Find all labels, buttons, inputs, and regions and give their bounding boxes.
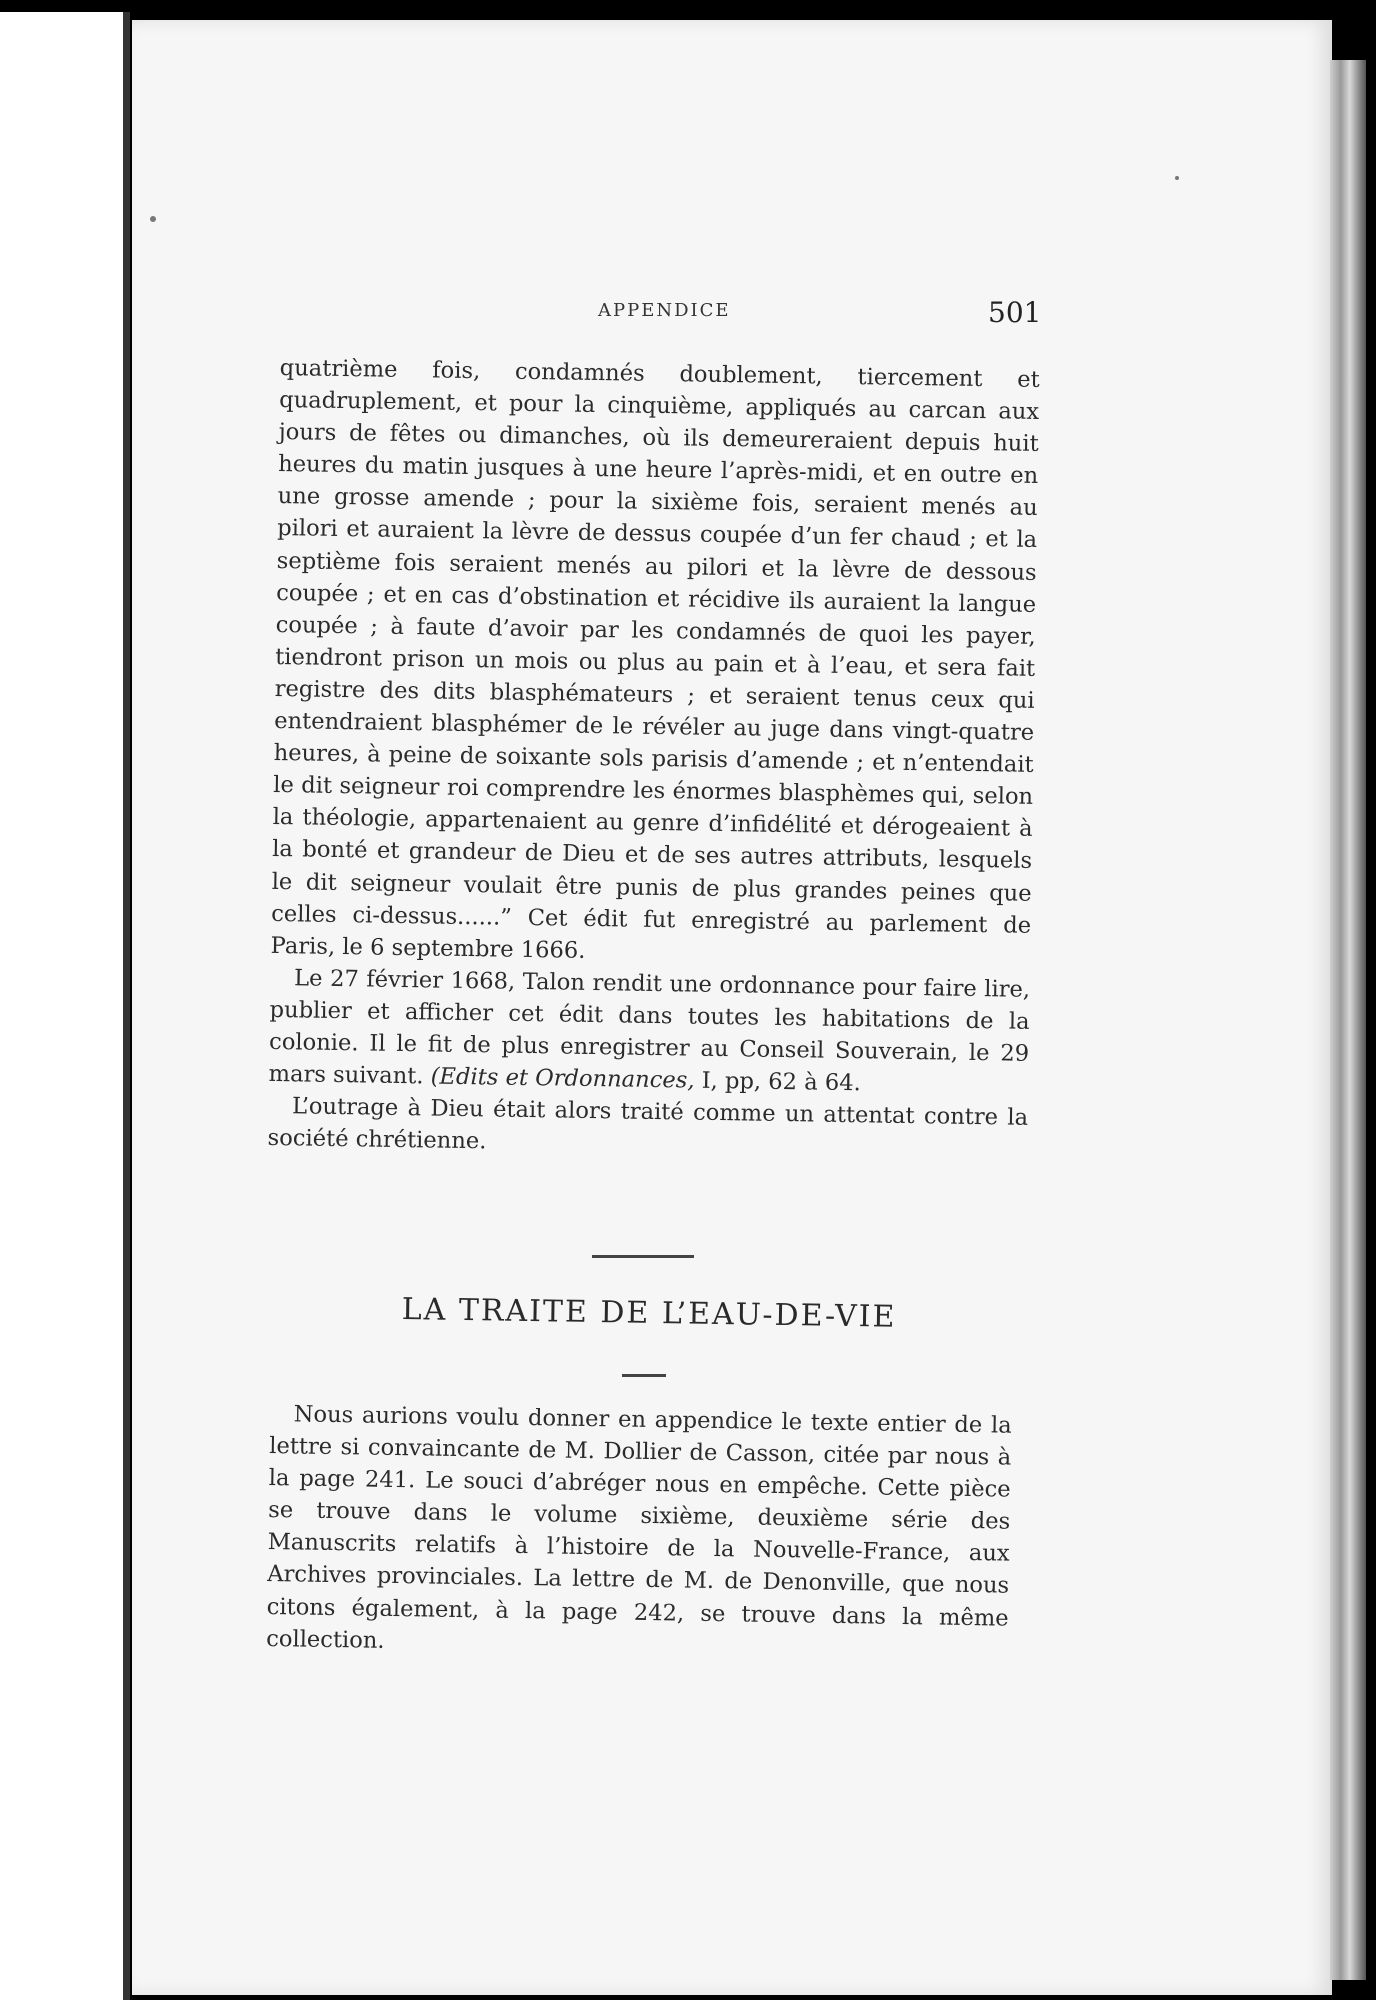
section-title: LA TRAITE DE L’EAU-DE-VIE [401, 1292, 897, 1335]
page-gutter-shadow [123, 12, 130, 2000]
body-paragraph [268, 962, 1030, 1102]
body-paragraph: quatrième fois, condamnés doublement, tiercement et quadruplement, et pour la cinquième, appliqués au carcan aux jours de fêtes ou dimanches, où ils demeureraient depuis huit heures du matin jusques à une heure l’après-midi, et en outre en une grosse amende ; pour la sixième fois, seraient menés au pilori et auraient la lèvre de dessus coupée d’un fer chaud ; et la septième fois seraient menés au pilori et la lèvre de dessous coupée ; et en cas d’obstination et récidive ils auraient la langue coupée ; à faute d’avoir par les condamnés de quoi les payer, tiendront prison un mois ou plus au pain et à l’eau, et sera fait registre des dits blasphémateurs ; et seraient tenus ceux qui entendraient blasphémer de le révéler au juge dans vingt-quatre heures, à peine de soixante sols parisis d’amende ; et n’entendait le dit seigneur roi comprendre les énormes blasphèmes qui, selon la théologie, appartenaient au genre d’infidélité et dérogeaient à la bonté et grandeur de Dieu et de ses autres attributs, lesquels le dit seigneur voulait être punis de plus grandes peines que celles ci-dessus......” Cet édit fut enregistré au parlement de Paris, le 6 septembre 1666. [270, 354, 1040, 964]
citation-pages: I, pp, 62 à 64. [694, 1067, 861, 1097]
body-paragraph: L’outrage à Dieu était alors traité comme un attentat contre la société chrétienne. [267, 1093, 1029, 1155]
page-stack-edges [1330, 60, 1366, 1980]
previous-page-edge [0, 12, 130, 2000]
citation-title: (Edits et Ordonnances, [430, 1063, 695, 1094]
running-head: APPENDICE [598, 300, 731, 321]
section-divider [592, 1255, 694, 1258]
page-speck [1175, 176, 1179, 180]
page-number: 501 [988, 296, 1042, 329]
paragraph-text: Le 27 février 1668, Talon rendit une ordonnance pour faire lire, publier et afficher cet édit dans toutes les habitations de la colonie. Il le fit de plus enregistrer au Conseil Souverain, le 29 mars suivant. [268, 965, 1031, 1090]
body-text [267, 352, 1040, 1166]
page-speck [150, 216, 156, 222]
section-paragraph: Nous aurions voulu donner en appendice le texte entier de la lettre si convaincante de M. Dollier de Casson, citée par nous à la page 241. Le souci d’abréger nous en empêche. Cette pièce se trouve dans le volume sixième, deuxième série des Manuscrits relatifs à l’histoire de la Nouvelle-France, aux Archives provinciales. La lettre de M. de Denonville, que nous citons également, à la page 242, se trouve dans la même collection. [266, 1401, 1012, 1654]
title-underline-rule [622, 1374, 666, 1377]
page-header [280, 296, 1040, 336]
